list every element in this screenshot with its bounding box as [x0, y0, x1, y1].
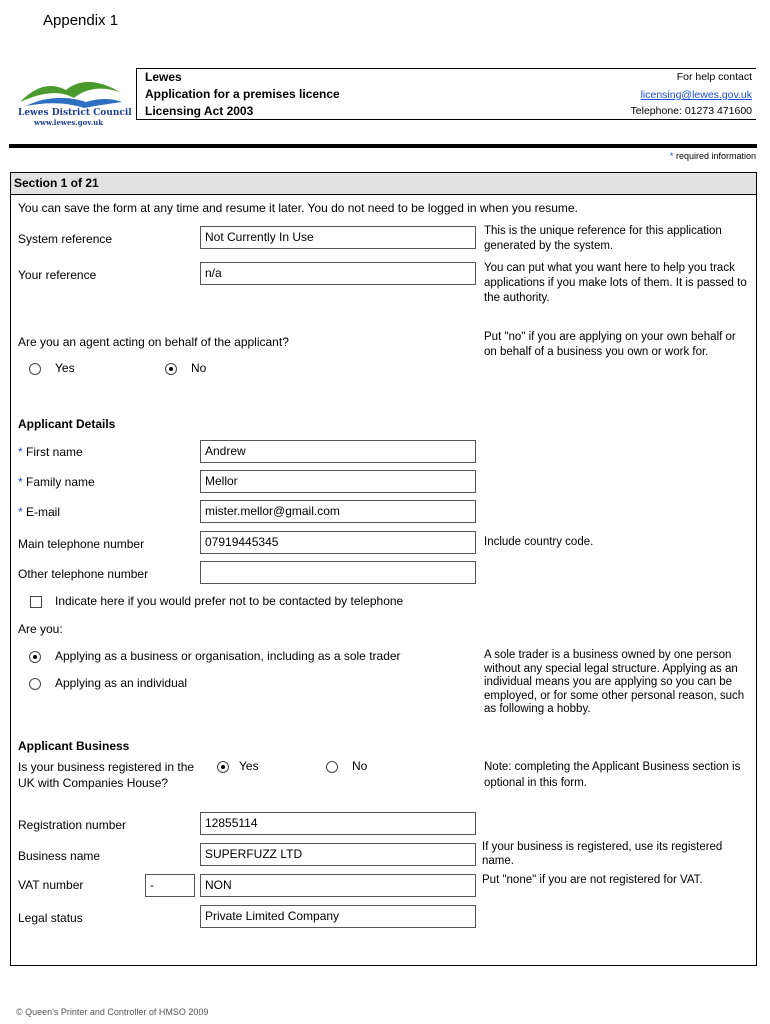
- vat-number-help: Put "none" if you are not registered for VAT.: [482, 874, 703, 886]
- applicant-business-note: Note: completing the Applicant Business section is optional in this form.: [484, 761, 741, 789]
- registration-number-field[interactable]: 12855114: [200, 812, 476, 835]
- registered-yes-radio[interactable]: [217, 761, 229, 773]
- agent-yes-label: Yes: [55, 361, 75, 375]
- vat-number-field[interactable]: NON: [200, 874, 476, 897]
- required-note-text: required information: [675, 151, 756, 161]
- copyright-footer: © Queen's Printer and Controller of HMSO 2009: [16, 1007, 209, 1017]
- first-name-field[interactable]: Andrew: [200, 440, 476, 463]
- section-title: Section 1 of 21: [14, 176, 99, 190]
- header-line-1: Lewes: [145, 70, 182, 84]
- logo-name: Lewes District Council: [18, 108, 132, 118]
- business-name-field[interactable]: SUPERFUZZ LTD: [200, 843, 476, 866]
- family-name-label: [18, 475, 95, 489]
- agent-no-radio[interactable]: [165, 363, 177, 375]
- required-note: [670, 151, 756, 161]
- agent-help: Put "no" if you are applying on your own behalf or on behalf of a business you own or work for.: [484, 331, 736, 358]
- family-name-field[interactable]: Mellor: [200, 470, 476, 493]
- no-telephone-contact-label: Indicate here if you would prefer not to be contacted by telephone: [55, 594, 404, 608]
- no-telephone-contact-checkbox[interactable]: [30, 596, 42, 608]
- required-star: *: [18, 505, 23, 519]
- email-field[interactable]: mister.mellor@gmail.com: [200, 500, 476, 523]
- system-reference-field[interactable]: Not Currently In Use: [200, 226, 476, 249]
- business-option-radio[interactable]: [29, 651, 41, 663]
- main-phone-label: Main telephone number: [18, 537, 145, 551]
- registered-no-radio[interactable]: [326, 761, 338, 773]
- agent-yes-radio[interactable]: [29, 363, 41, 375]
- email-label: [18, 505, 60, 519]
- business-name-label: Business name: [18, 849, 101, 863]
- help-phone: Telephone: 01273 471600: [630, 105, 752, 117]
- are-you-help: A sole trader is a business owned by one person without any special legal structure. Applying as an individual means you are applying so you can be employed, or for some other personal reason, such as following a hobby.: [484, 649, 745, 715]
- email-label-text: E-mail: [26, 505, 61, 519]
- legal-status-field[interactable]: Private Limited Company: [200, 905, 476, 928]
- required-star: *: [669, 151, 674, 161]
- header-line-2: Application for a premises licence: [145, 87, 340, 101]
- registered-no-label: No: [352, 759, 368, 773]
- registered-question: Is your business registered in the UK with Companies House?: [18, 760, 195, 790]
- other-phone-field[interactable]: [200, 561, 476, 584]
- your-reference-help: You can put what you want here to help you track applications if you make lots of them. It is passed to the authority.: [484, 262, 747, 304]
- help-email-link[interactable]: licensing@lewes.gov.uk: [640, 89, 752, 101]
- registration-number-label: Registration number: [18, 818, 127, 832]
- business-name-help: If your business is registered, use its registered name.: [482, 841, 723, 867]
- individual-option-radio[interactable]: [29, 678, 41, 690]
- main-phone-help: Include country code.: [484, 536, 594, 548]
- legal-status-label: Legal status: [18, 911, 83, 925]
- other-phone-label: Other telephone number: [18, 567, 149, 581]
- vat-number-label: VAT number: [18, 878, 84, 892]
- header-rule: [9, 144, 757, 148]
- business-option-label: Applying as a business or organisation, including as a sole trader: [55, 649, 401, 663]
- applicant-details-heading: Applicant Details: [18, 417, 116, 431]
- appendix-title: Appendix 1: [43, 12, 119, 29]
- required-star: *: [18, 475, 23, 489]
- individual-option-label: Applying as an individual: [55, 676, 188, 690]
- system-reference-help: This is the unique reference for this application generated by the system.: [484, 225, 722, 252]
- help-title: For help contact: [676, 71, 752, 83]
- logo-url: www.lewes.gov.uk: [34, 118, 104, 127]
- your-reference-label: Your reference: [18, 268, 97, 282]
- agent-question: Are you an agent acting on behalf of the applicant?: [18, 335, 289, 349]
- vat-prefix-field[interactable]: -: [145, 874, 195, 897]
- are-you-label: Are you:: [18, 622, 63, 636]
- first-name-label-text: First name: [26, 445, 83, 459]
- first-name-label: [18, 445, 83, 459]
- your-reference-field[interactable]: n/a: [200, 262, 476, 285]
- registered-yes-label: Yes: [239, 759, 259, 773]
- required-star: *: [18, 445, 23, 459]
- family-name-label-text: Family name: [26, 475, 95, 489]
- applicant-business-heading: Applicant Business: [18, 739, 130, 753]
- system-reference-label: System reference: [18, 232, 113, 246]
- section-intro: You can save the form at any time and resume it later. You do not need to be logged in when you resume.: [18, 201, 578, 215]
- section-header: [11, 173, 756, 195]
- header-line-3: Licensing Act 2003: [145, 104, 254, 118]
- agent-no-label: No: [191, 361, 207, 375]
- main-phone-field[interactable]: 07919445345: [200, 531, 476, 554]
